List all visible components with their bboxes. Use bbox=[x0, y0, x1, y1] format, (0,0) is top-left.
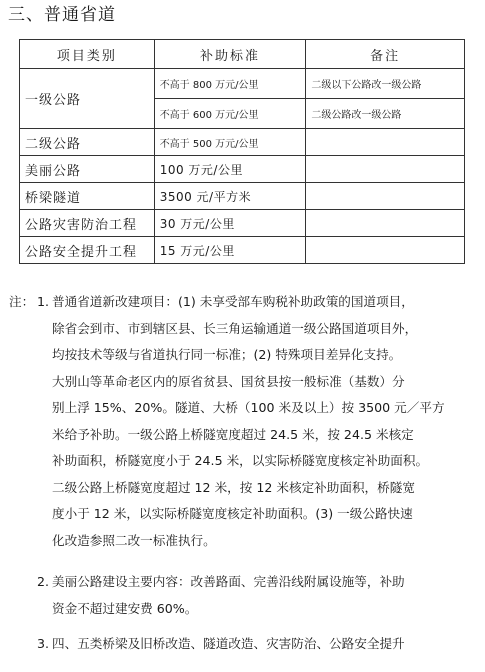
note-line: 均按技术等级与省道执行同一标准；(2) 特殊项目差异化支持。 bbox=[52, 347, 402, 362]
note-line: 二级公路上桥隧宽度超过 12 米，按 12 米核定补助面积，桥隧宽 bbox=[52, 479, 415, 495]
note-item-1 bbox=[37, 289, 469, 554]
category-cell: 公路灾害防治工程 bbox=[20, 210, 155, 237]
notes-label: 注： bbox=[9, 294, 35, 309]
table-row bbox=[20, 237, 465, 264]
note-line: 资金不超过建安费 60%。 bbox=[52, 600, 198, 616]
remark-cell: 二级以下公路改一级公路 bbox=[306, 69, 465, 99]
standard-cell: 30 万元/公里 bbox=[154, 210, 306, 237]
remark-cell bbox=[306, 210, 465, 237]
remark-cell bbox=[306, 237, 465, 264]
note-item-2 bbox=[37, 569, 469, 622]
remark-cell bbox=[306, 183, 465, 210]
note-line: 四、五类桥梁及旧桥改造、隧道改造、灾害防治、公路安全提升 bbox=[52, 636, 405, 651]
table-row bbox=[20, 129, 465, 156]
header-category: 项目类别 bbox=[20, 40, 155, 69]
remark-cell bbox=[306, 156, 465, 183]
table-row bbox=[20, 183, 465, 210]
note-line: 别上浮 15%、20%。隧道、大桥（100 米及以上）按 3500 元／平方 bbox=[52, 400, 445, 415]
note-line: 补助面积，桥隧宽度小于 24.5 米，以实际桥隧宽度核定补助面积。 bbox=[52, 453, 429, 468]
note-item-3 bbox=[37, 631, 469, 658]
note-line: 除省会到市、市到辖区县、长三角运输通道一级公路国道项目外， bbox=[52, 320, 418, 336]
table-header-row bbox=[20, 40, 465, 69]
note-line: 度小于 12 米，以实际桥隧宽度核定补助面积。(3) 一级公路快速 bbox=[52, 506, 413, 521]
standard-cell: 不高于 800 万元/公里 bbox=[154, 69, 306, 99]
category-cell: 公路安全提升工程 bbox=[20, 237, 155, 264]
note-line: 大别山等革命老区内的原省贫县、国贫县按一般标准（基数）分 bbox=[52, 373, 405, 389]
category-cell: 桥梁隧道 bbox=[20, 183, 155, 210]
note-number: 3. bbox=[37, 636, 50, 651]
note-line: 普通省道新改建项目：(1) 未享受部车购税补助政策的国道项目， bbox=[52, 294, 414, 309]
standard-cell: 15 万元/公里 bbox=[154, 237, 306, 264]
table-row bbox=[20, 69, 465, 99]
remark-cell bbox=[306, 129, 465, 156]
standard-cell: 不高于 500 万元/公里 bbox=[154, 129, 306, 156]
subsidy-table bbox=[19, 39, 465, 264]
standard-cell: 100 万元/公里 bbox=[154, 156, 306, 183]
standard-cell: 3500 元/平方米 bbox=[154, 183, 306, 210]
note-line: 化改造参照二改一标准执行。 bbox=[52, 532, 216, 548]
remark-cell: 二级公路改一级公路 bbox=[306, 99, 465, 129]
note-line: 美丽公路建设主要内容：改善路面、完善沿线附属设施等，补助 bbox=[52, 574, 405, 589]
note-line: 米给予补助。一级公路上桥隧宽度超过 24.5 米，按 24.5 米核定 bbox=[52, 426, 414, 442]
section-title: 三、普通省道 bbox=[8, 5, 116, 25]
category-cell: 二级公路 bbox=[20, 129, 155, 156]
standard-cell: 不高于 600 万元/公里 bbox=[154, 99, 306, 129]
category-cell: 一级公路 bbox=[20, 69, 155, 129]
header-remark: 备注 bbox=[306, 40, 465, 69]
table-row bbox=[20, 156, 465, 183]
category-cell: 美丽公路 bbox=[20, 156, 155, 183]
note-number: 1. bbox=[37, 294, 50, 309]
table-row bbox=[20, 210, 465, 237]
header-standard: 补助标准 bbox=[154, 40, 306, 69]
note-number: 2. bbox=[37, 574, 50, 589]
